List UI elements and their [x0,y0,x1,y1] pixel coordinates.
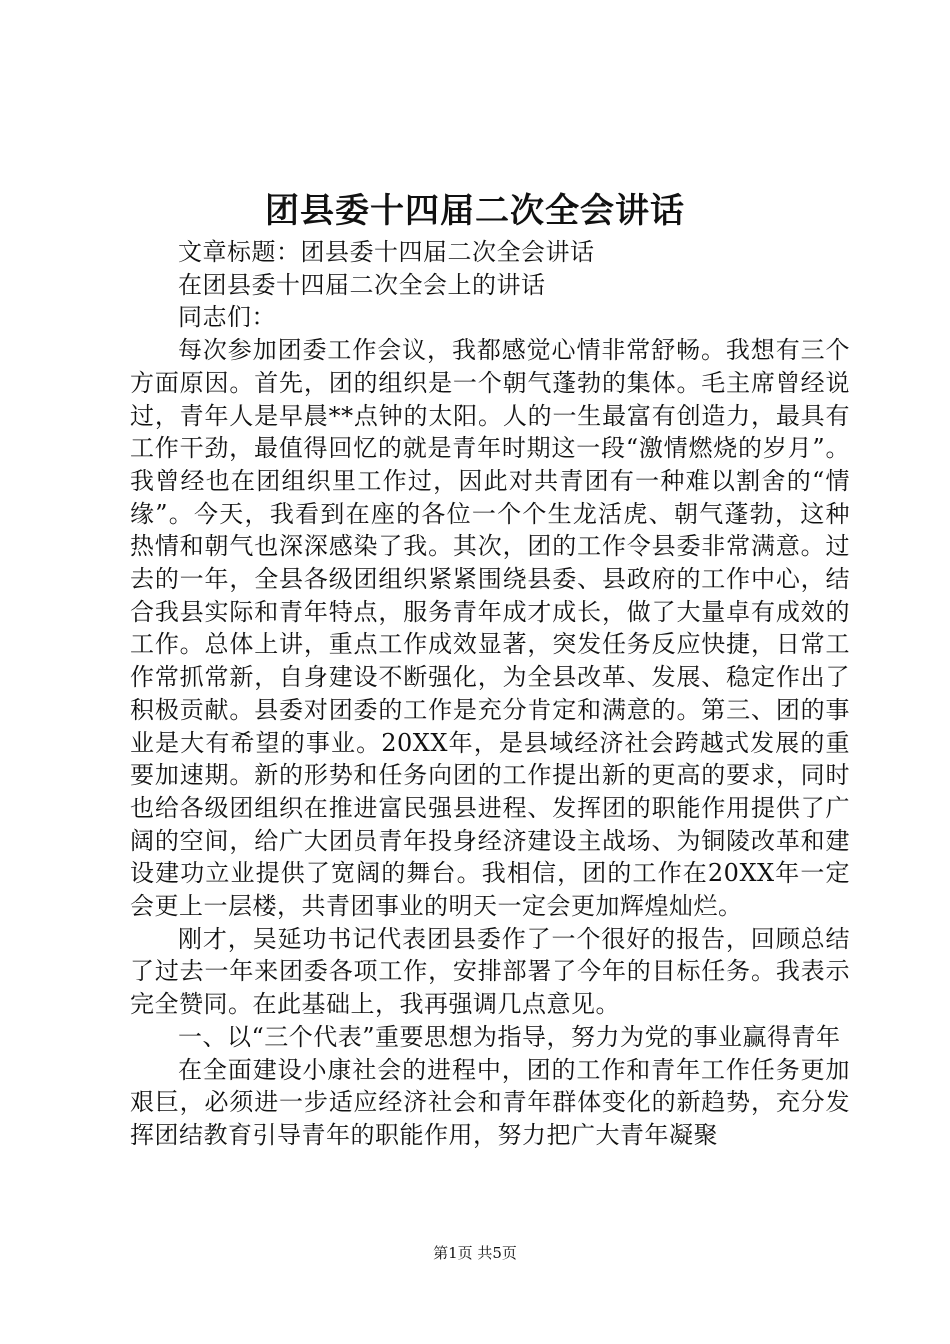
paragraph-body: 刚才，吴延功书记代表团县委作了一个很好的报告，回顾总结了过去一年来团委各项工作，安排部署了今年的目标任务。我表示完全赞同。在此基础上，我再强调几点意见。 [130,924,850,1019]
document-title: 团县委十四届二次全会讲话 [265,191,685,231]
paragraph-speech-heading: 在团县委十四届二次全会上的讲话 [178,270,546,299]
paragraph-body: 每次参加团委工作会议，我都感觉心情非常舒畅。我想有三个方面原因。首先，团的组织是一个朝气蓬勃的集体。毛主席曾经说过，青年人是早晨**点钟的太阳。人的一生最富有创造力，最具有工作干劲，最值得回忆的就是青年时期这一段“激情燃烧的岁月”。我曾经也在团组织里工作过，因此对共青团有一种难以割舍的“情缘”。今天，我看到在座的各位一个个生龙活虎、朝气蓬勃，这种热情和朝气也深深感染了我。其次，团的工作令县委非常满意。过去的一年，全县各级团组织紧紧围绕县委、县政府的工作中心，结合我县实际和青年特点，服务青年成才成长，做了大量卓有成效的工作。总体上讲，重点工作成效显著，突发任务反应快捷，日常工作常抓常新，自身建设不断强化，为全县改革、发展、稳定作出了积极贡献。县委对团委的工作是充分肯定和满意的。第三、团的事业是大有希望的事业。20XX年，是县域经济社会跨越式发展的重要加速期。新的形势和任务向团的工作提出新的更高的要求，同时也给各级团组织在推进富民强县进程、发挥团的职能作用提供了广阔的空间，给广大团员青年投身经济建设主战场、为铜陵改革和建设建功立业提供了宽阔的舞台。我相信，团的工作在20XX年一定会更上一层楼，共青团事业的明天一定会更加辉煌灿烂。 [130,336,850,921]
paragraph-body: 在全面建设小康社会的进程中，团的工作和青年工作任务更加艰巨，必须进一步适应经济社会和青年群体变化的新趋势，充分发挥团结教育引导青年的职能作用，努力把广大青年凝聚 [130,1055,850,1149]
document-body [130,236,850,1152]
page-footer: 第1页 共5页 [433,1244,517,1262]
paragraph-section-heading: 一、以“三个代表”重要思想为指导，努力为党的事业赢得青年 [178,1022,841,1051]
paragraph-salutation: 同志们： [178,303,276,332]
paragraph-article-title: 文章标题：团县委十四届二次全会讲话 [178,238,595,266]
